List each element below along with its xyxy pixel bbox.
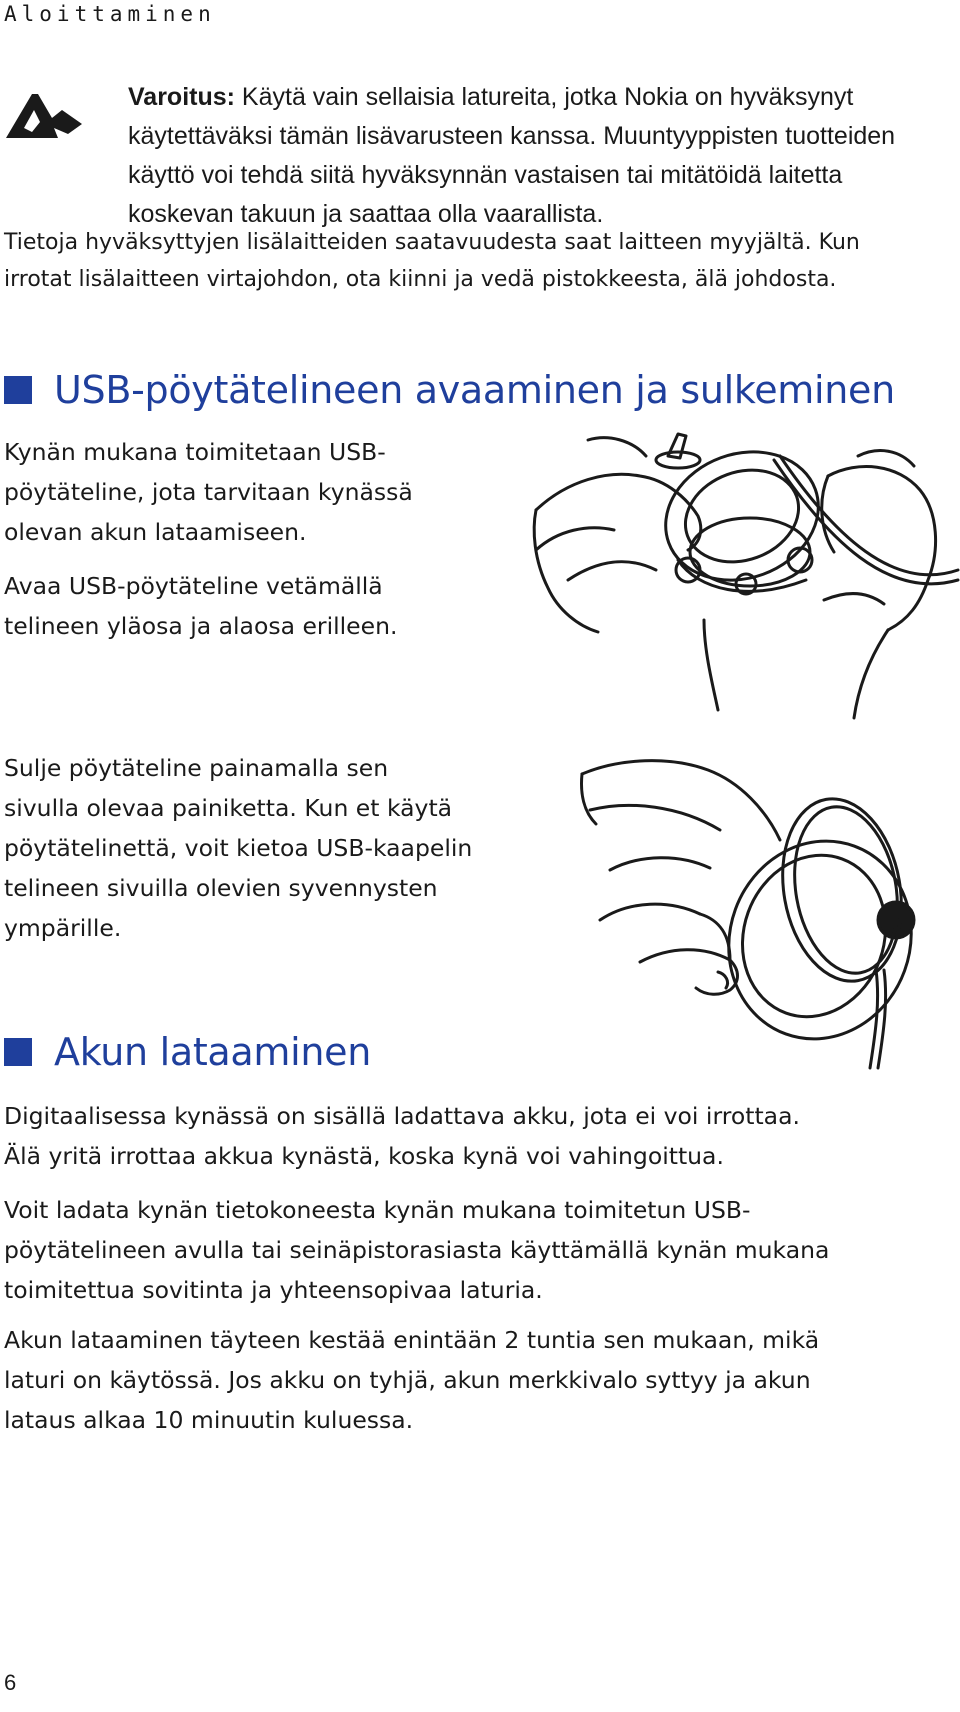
usb-p3-line: ympärille. <box>4 914 122 942</box>
battery-p2-line: Voit ladata kynän tietokoneesta kynän mukana toimitetun USB- <box>4 1196 751 1224</box>
battery-paragraph-2 <box>4 1190 829 1310</box>
battery-p3-line: Akun lataaminen täyteen kestää enintään 2 tuntia sen mukaan, mikä <box>4 1326 820 1354</box>
usb-p3-line: sivulla olevaa painiketta. Kun et käytä <box>4 794 453 822</box>
warning-text <box>128 78 948 234</box>
usb-p2-line: telineen yläosa ja alaosa erilleen. <box>4 612 398 640</box>
page-number: 6 <box>4 1670 17 1695</box>
heading-square-icon <box>4 1038 32 1066</box>
running-header: Aloittaminen <box>4 2 216 26</box>
usb-p3-line: Sulje pöytäteline painamalla sen <box>4 754 389 782</box>
battery-p1-line: Älä yritä irrottaa akkua kynästä, koska kynä voi vahingoittua. <box>4 1142 724 1170</box>
intro-line: irrotat lisälaitteen virtajohdon, ota kiinni ja vedä pistokkeesta, älä johdosta. <box>4 267 837 292</box>
section-heading-battery <box>4 1030 371 1074</box>
battery-p1-line: Digitaalisessa kynässä on sisällä ladattava akku, jota ei voi irrottaa. <box>4 1102 800 1130</box>
battery-paragraph-1 <box>4 1096 800 1176</box>
usb-p1-line: olevan akun lataamiseen. <box>4 518 307 546</box>
usb-p3-line: telineen sivuilla olevien syvennysten <box>4 874 438 902</box>
usb-p1-line: pöytäteline, jota tarvitaan kynässä <box>4 478 413 506</box>
usb-p1-line: Kynän mukana toimitetaan USB- <box>4 438 386 466</box>
battery-p3-line: lataus alkaa 10 minuutin kuluessa. <box>4 1406 414 1434</box>
section-heading-text: USB-pöytätelineen avaaminen ja sulkeminen <box>54 368 895 412</box>
warning-label: Varoitus: <box>128 83 235 111</box>
usb-p2-line: Avaa USB-pöytäteline vetämällä <box>4 572 383 600</box>
illustration-open-stand <box>528 420 960 720</box>
warning-body: Käytä vain sellaisia latureita, jotka Nokia on hyväksynyt käytettäväksi tämän lisävarusteen kanssa. Muuntyyppisten tuotteiden käyttö voi tehdä siitä hyväksynnän vastaisen tai mitätöidä laitetta koskevan takuun ja saattaa olla vaarallista. <box>128 83 896 228</box>
usb-paragraph-3 <box>4 748 472 948</box>
battery-p2-line: pöytätelineen avulla tai seinäpistorasiasta käyttämällä kynän mukana <box>4 1236 830 1264</box>
section-heading-usb <box>4 368 895 412</box>
illustration-close-stand <box>580 750 960 1070</box>
usb-paragraph-2 <box>4 566 397 646</box>
usb-p3-line: pöytätelinettä, voit kietoa USB-kaapelin <box>4 834 473 862</box>
usb-paragraph-1 <box>4 432 413 552</box>
warning-icon <box>2 88 84 142</box>
battery-paragraph-3 <box>4 1320 819 1440</box>
intro-paragraph <box>4 224 860 298</box>
intro-line: Tietoja hyväksyttyjen lisälaitteiden saatavuudesta saat laitteen myyjältä. Kun <box>4 230 860 255</box>
battery-p3-line: laturi on käytössä. Jos akku on tyhjä, akun merkkivalo syttyy ja akun <box>4 1366 811 1394</box>
battery-p2-line: toimitettua sovitinta ja yhteensopivaa laturia. <box>4 1276 543 1304</box>
heading-square-icon <box>4 376 32 404</box>
section-heading-text: Akun lataaminen <box>54 1030 372 1074</box>
